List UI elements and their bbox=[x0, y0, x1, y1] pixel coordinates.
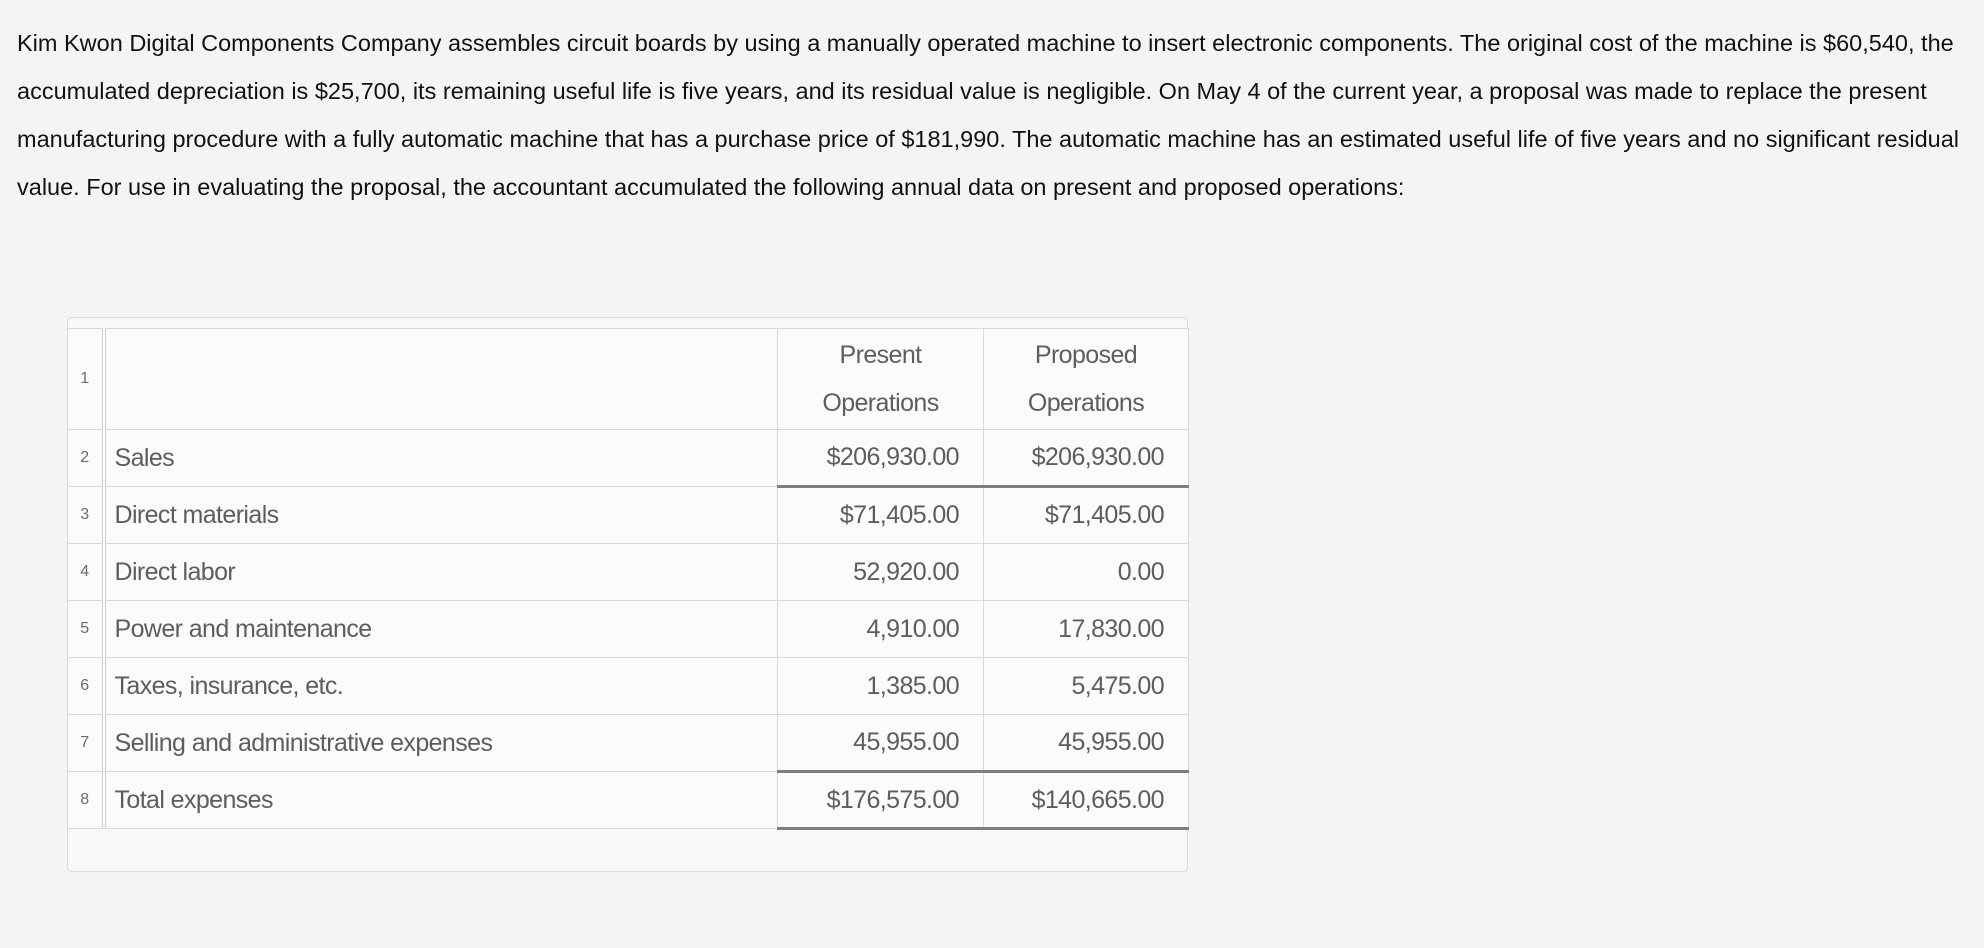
row-label: Direct labor bbox=[104, 544, 778, 601]
operations-data-table bbox=[67, 328, 1189, 830]
proposed-value: 5,475.00 bbox=[984, 658, 1189, 715]
table-row-sales bbox=[68, 430, 1189, 487]
header-text: Proposed bbox=[1034, 341, 1138, 369]
proposed-value: $206,930.00 bbox=[984, 430, 1189, 487]
row-number: 3 bbox=[68, 487, 104, 544]
present-value: 1,385.00 bbox=[778, 658, 984, 715]
table-row-selling-admin bbox=[68, 715, 1189, 772]
row-label: Sales bbox=[104, 430, 778, 487]
table-row-direct-labor bbox=[68, 544, 1189, 601]
table-row-power-maintenance bbox=[68, 601, 1189, 658]
proposed-value: 0.00 bbox=[984, 544, 1189, 601]
present-value: $176,575.00 bbox=[778, 772, 984, 829]
row-label: Power and maintenance bbox=[104, 601, 778, 658]
row-number: 1 bbox=[68, 329, 104, 430]
proposed-value: $140,665.00 bbox=[984, 772, 1189, 829]
proposed-value: 45,955.00 bbox=[984, 715, 1189, 772]
problem-statement: Kim Kwon Digital Components Company assembles circuit boards by using a manually operated machine to insert electronic components. The original cost of the machine is $60,540, the accumulated depreciation is $25,700, its remaining useful life is five years, and its residual value is negligible. On May 4 of the current year, a proposal was made to replace the present manufacturing procedure with a fully automatic machine that has a purchase price of $181,990. The automatic machine has an estimated useful life of five years and no significant residual value. For use in evaluating the proposal, the accountant accumulated the following annual data on present and proposed operations: bbox=[17, 30, 1960, 200]
table-row-total-expenses bbox=[68, 772, 1189, 829]
proposed-value: $71,405.00 bbox=[984, 487, 1189, 544]
header-label-cell bbox=[104, 329, 778, 430]
present-value: 4,910.00 bbox=[778, 601, 984, 658]
table-row-direct-materials bbox=[68, 487, 1189, 544]
row-label: Direct materials bbox=[104, 487, 778, 544]
row-number: 6 bbox=[68, 658, 104, 715]
row-number: 5 bbox=[68, 601, 104, 658]
table-header-row bbox=[68, 329, 1189, 430]
header-text: Present bbox=[839, 341, 922, 369]
row-label: Selling and administrative expenses bbox=[104, 715, 778, 772]
present-value: $206,930.00 bbox=[778, 430, 984, 487]
row-number: 7 bbox=[68, 715, 104, 772]
present-value: 45,955.00 bbox=[778, 715, 984, 772]
table-row-taxes-insurance bbox=[68, 658, 1189, 715]
proposed-value: 17,830.00 bbox=[984, 601, 1189, 658]
row-number: 2 bbox=[68, 430, 104, 487]
row-label: Total expenses bbox=[104, 772, 778, 829]
present-operations-header bbox=[778, 329, 984, 430]
header-text: Operations bbox=[822, 389, 939, 417]
present-value: 52,920.00 bbox=[778, 544, 984, 601]
present-value: $71,405.00 bbox=[778, 487, 984, 544]
proposed-operations-header bbox=[984, 329, 1189, 430]
row-number: 8 bbox=[68, 772, 104, 829]
row-number: 4 bbox=[68, 544, 104, 601]
row-label: Taxes, insurance, etc. bbox=[104, 658, 778, 715]
header-text: Operations bbox=[1027, 389, 1145, 417]
